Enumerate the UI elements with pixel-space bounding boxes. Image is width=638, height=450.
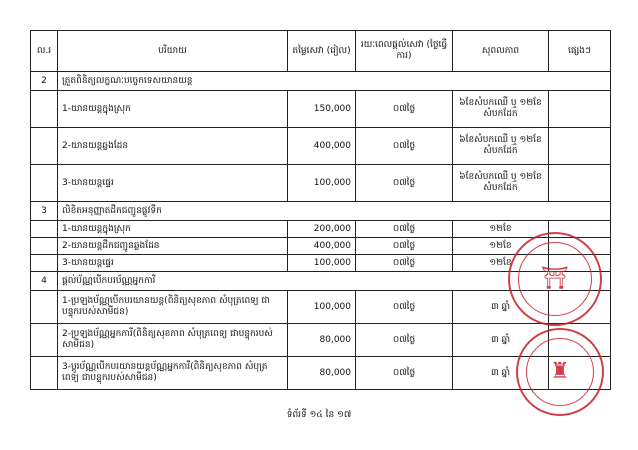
temple-emblem-icon: ⛩	[541, 266, 569, 291]
section-row	[31, 202, 611, 221]
row-description: 1-ប្រឡងប័ណ្ណបើកបរយានយន្ត(ពិនិត្យសុខភាព សំបុត្រពេទ្យ ជាបន្ទុករបស់សាមីជន)	[58, 291, 288, 324]
row-validity: ៣ ឆ្នាំ	[453, 357, 549, 390]
row-description: 3-យានយន្តផ្ទេរ	[58, 255, 288, 272]
row-duration: ០៧ថ្ងៃ	[356, 238, 453, 255]
row-description: 1-យានយន្តក្នុងស្រុក	[58, 91, 288, 128]
section-number: 4	[31, 272, 58, 291]
royal-emblem-icon: ♜	[550, 359, 570, 384]
row-price: 80,000	[288, 357, 356, 390]
table-row	[31, 91, 611, 128]
section-number: 2	[31, 72, 58, 91]
row-validity: ៣ ឆ្នាំ	[453, 324, 549, 357]
official-seal-stamp	[516, 328, 604, 416]
row-validity: ៦ខែសំបកឈើ ឬ ១២ខែសំបកដែក	[453, 165, 549, 202]
row-validity: ១២ខែ	[453, 255, 549, 272]
row-price: 100,000	[288, 255, 356, 272]
row-duration: ០៧ថ្ងៃ	[356, 291, 453, 324]
row-price: 100,000	[288, 291, 356, 324]
row-price: 200,000	[288, 221, 356, 238]
row-duration: ០៧ថ្ងៃ	[356, 324, 453, 357]
row-validity: ៦ខែសំបកឈើ ឬ ១២ខែសំបកដែក	[453, 91, 549, 128]
page-number: ទំព័រទី ១៤ នៃ ១៧	[286, 410, 352, 420]
row-description: 2-យានយន្តដឹកជញ្ជូនឆ្លងដែន	[58, 238, 288, 255]
header-validity: សុពលភាព	[453, 31, 549, 72]
row-price: 150,000	[288, 91, 356, 128]
row-price: 400,000	[288, 128, 356, 165]
table-header-row	[31, 31, 611, 72]
section-title: ត្រួតពិនិត្យលក្ខណៈបច្ចេកទេសយានយន្ត	[58, 72, 611, 91]
service-fee-table	[30, 30, 611, 390]
row-duration: ០៧ថ្ងៃ	[356, 357, 453, 390]
row-description: 3-ប្តូរប័ណ្ណបើកបរយានយន្តប័ណ្ណអ្នកការី(ពិនិត្យសុខភាព សំបុត្រពេទ្យ ជាបន្ទុករបស់សាមីជន)	[58, 357, 288, 390]
row-duration: ០៧ថ្ងៃ	[356, 128, 453, 165]
row-validity: ៣ ឆ្នាំ	[453, 291, 549, 324]
official-seal-stamp	[508, 232, 602, 326]
row-validity: ១២ខែ	[453, 238, 549, 255]
row-price: 80,000	[288, 324, 356, 357]
section-title: ផ្តល់ប័ណ្ណបើកបរប័ណ្ណអ្នកការី	[58, 272, 611, 291]
row-duration: ០៧ថ្ងៃ	[356, 91, 453, 128]
row-duration: ០៧ថ្ងៃ	[356, 221, 453, 238]
row-price: 400,000	[288, 238, 356, 255]
row-description: 2-យានយន្តឆ្លងដែន	[58, 128, 288, 165]
row-duration: ០៧ថ្ងៃ	[356, 165, 453, 202]
header-description: បរិយាយ	[58, 31, 288, 72]
section-title: លិខិតអនុញ្ញាតដឹកជញ្ជូនផ្លូវទឹក	[58, 202, 611, 221]
header-note: ផ្សេងៗ	[549, 31, 611, 72]
section-row	[31, 72, 611, 91]
row-description: 2-ប្រឡងប័ណ្ណអ្នកការី(ពិនិត្យសុខភាព សំបុត្រពេទ្យ ជាបន្ទុករបស់សាមីជន)	[58, 324, 288, 357]
header-duration: រយៈពេលផ្តល់សេវា (ថ្ងៃធ្វើការ)	[356, 31, 453, 72]
row-validity: ៦ខែសំបកឈើ ឬ ១២ខែសំបកដែក	[453, 128, 549, 165]
table-row	[31, 221, 611, 238]
row-description: 3-យានយន្តផ្ទេរ	[58, 165, 288, 202]
header-no: ល.រ	[31, 31, 58, 72]
row-description: 1-យានយន្តក្នុងស្រុក	[58, 221, 288, 238]
header-price: តម្លៃសេវា (រៀល)	[288, 31, 356, 72]
row-price: 100,000	[288, 165, 356, 202]
row-duration: ០៧ថ្ងៃ	[356, 255, 453, 272]
section-number: 3	[31, 202, 58, 221]
row-validity: ១២ខែ	[453, 221, 549, 238]
table-row	[31, 165, 611, 202]
table-row	[31, 128, 611, 165]
